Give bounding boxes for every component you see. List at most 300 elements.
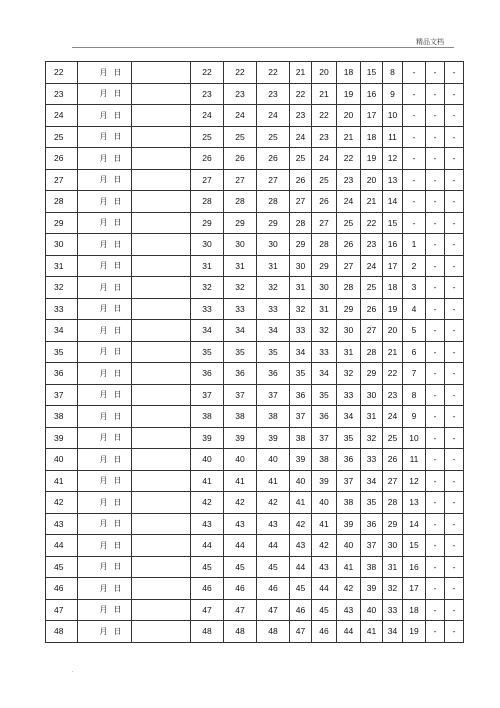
value-cell: 36	[337, 449, 361, 471]
value-cell: 37	[257, 384, 290, 406]
value-cell: 24	[191, 105, 224, 127]
value-cell: 42	[312, 535, 337, 557]
value-cell: 18	[361, 126, 383, 148]
value-cell: 20	[383, 320, 403, 342]
value-cell: 44	[191, 535, 224, 557]
value-cell: 46	[224, 578, 257, 600]
blank-cell	[132, 277, 191, 299]
day-label-cell: 日	[110, 599, 132, 621]
blank-cell	[132, 62, 191, 84]
value-cell: 33	[361, 449, 383, 471]
day-label-cell: 日	[110, 556, 132, 578]
value-cell: 22	[337, 148, 361, 170]
value-cell: -	[445, 105, 464, 127]
value-cell: 39	[337, 513, 361, 535]
value-cell: 32	[312, 320, 337, 342]
value-cell: -	[426, 556, 445, 578]
day-label-cell: 日	[110, 535, 132, 557]
row-number-cell: 44	[46, 535, 78, 557]
value-cell: -	[445, 62, 464, 84]
value-cell: -	[445, 384, 464, 406]
value-cell: 43	[224, 513, 257, 535]
value-cell: 34	[224, 320, 257, 342]
value-cell: 23	[383, 384, 403, 406]
page-header-label: 精品文档	[416, 38, 444, 46]
value-cell: 45	[290, 578, 312, 600]
value-cell: 22	[290, 83, 312, 105]
value-cell: 28	[257, 191, 290, 213]
value-cell: 22	[312, 105, 337, 127]
value-cell: 31	[383, 556, 403, 578]
value-cell: 30	[337, 320, 361, 342]
value-cell: 41	[224, 470, 257, 492]
day-label-cell: 日	[110, 513, 132, 535]
value-cell: 8	[383, 62, 403, 84]
table-row	[46, 470, 464, 492]
value-cell: 30	[312, 277, 337, 299]
value-cell: 26	[361, 298, 383, 320]
row-number-cell: 35	[46, 341, 78, 363]
month-label-cell: 月	[78, 234, 110, 256]
value-cell: 27	[337, 255, 361, 277]
blank-cell	[132, 191, 191, 213]
value-cell: 27	[383, 470, 403, 492]
value-cell: -	[445, 255, 464, 277]
value-cell: 46	[312, 621, 337, 643]
value-cell: 9	[403, 406, 426, 428]
value-cell: 40	[224, 449, 257, 471]
value-cell: -	[426, 83, 445, 105]
value-cell: 19	[337, 83, 361, 105]
value-cell: -	[445, 148, 464, 170]
month-label-cell: 月	[78, 341, 110, 363]
table-row	[46, 341, 464, 363]
day-label-cell: 日	[110, 148, 132, 170]
value-cell: 42	[337, 578, 361, 600]
value-cell: 17	[361, 105, 383, 127]
row-number-cell: 24	[46, 105, 78, 127]
value-cell: 42	[191, 492, 224, 514]
value-cell: 42	[257, 492, 290, 514]
row-number-cell: 23	[46, 83, 78, 105]
value-cell: 18	[403, 599, 426, 621]
day-label-cell: 日	[110, 363, 132, 385]
value-cell: 43	[290, 535, 312, 557]
value-cell: -	[445, 363, 464, 385]
row-number-cell: 39	[46, 427, 78, 449]
value-cell: 13	[383, 169, 403, 191]
value-cell: 16	[361, 83, 383, 105]
value-cell: -	[403, 169, 426, 191]
value-cell: 20	[312, 62, 337, 84]
value-cell: -	[445, 169, 464, 191]
value-cell: 31	[191, 255, 224, 277]
blank-cell	[132, 492, 191, 514]
value-cell: 36	[290, 384, 312, 406]
value-cell: 31	[337, 341, 361, 363]
value-cell: 35	[191, 341, 224, 363]
row-number-cell: 42	[46, 492, 78, 514]
value-cell: 16	[403, 556, 426, 578]
value-cell: 24	[224, 105, 257, 127]
value-cell: 35	[361, 492, 383, 514]
month-label-cell: 月	[78, 578, 110, 600]
month-label-cell: 月	[78, 105, 110, 127]
table-row	[46, 621, 464, 643]
value-cell: 30	[361, 384, 383, 406]
table-row	[46, 449, 464, 471]
value-cell: 26	[224, 148, 257, 170]
value-cell: 2	[403, 255, 426, 277]
value-cell: 36	[224, 363, 257, 385]
row-number-cell: 34	[46, 320, 78, 342]
value-cell: 41	[290, 492, 312, 514]
day-label-cell: 日	[110, 298, 132, 320]
blank-cell	[132, 384, 191, 406]
value-cell: 43	[312, 556, 337, 578]
value-cell: 26	[290, 169, 312, 191]
value-cell: 25	[290, 148, 312, 170]
value-cell: 7	[403, 363, 426, 385]
day-label-cell: 日	[110, 105, 132, 127]
value-cell: 43	[337, 599, 361, 621]
blank-cell	[132, 513, 191, 535]
value-cell: 32	[257, 277, 290, 299]
blank-cell	[132, 320, 191, 342]
value-cell: 28	[361, 341, 383, 363]
row-number-cell: 30	[46, 234, 78, 256]
value-cell: -	[426, 621, 445, 643]
value-cell: 44	[337, 621, 361, 643]
value-cell: 26	[312, 191, 337, 213]
day-label-cell: 日	[110, 255, 132, 277]
value-cell: 46	[191, 578, 224, 600]
day-label-cell: 日	[110, 449, 132, 471]
value-cell: -	[426, 234, 445, 256]
value-cell: 47	[257, 599, 290, 621]
value-cell: -	[426, 62, 445, 84]
row-number-cell: 32	[46, 277, 78, 299]
value-cell: -	[426, 406, 445, 428]
month-label-cell: 月	[78, 470, 110, 492]
value-cell: 41	[337, 556, 361, 578]
value-cell: 21	[361, 191, 383, 213]
value-cell: 21	[290, 62, 312, 84]
month-label-cell: 月	[78, 191, 110, 213]
day-label-cell: 日	[110, 62, 132, 84]
value-cell: 12	[403, 470, 426, 492]
value-cell: 39	[312, 470, 337, 492]
value-cell: 33	[312, 341, 337, 363]
table-row	[46, 212, 464, 234]
blank-cell	[132, 599, 191, 621]
value-cell: 22	[383, 363, 403, 385]
value-cell: 37	[337, 470, 361, 492]
value-cell: 6	[403, 341, 426, 363]
value-cell: 26	[337, 234, 361, 256]
value-cell: 42	[224, 492, 257, 514]
value-cell: -	[426, 470, 445, 492]
value-cell: -	[445, 341, 464, 363]
blank-cell	[132, 126, 191, 148]
value-cell: 33	[337, 384, 361, 406]
value-cell: -	[426, 578, 445, 600]
value-cell: 25	[224, 126, 257, 148]
day-label-cell: 日	[110, 126, 132, 148]
blank-cell	[132, 341, 191, 363]
value-cell: 44	[224, 535, 257, 557]
value-cell: 47	[224, 599, 257, 621]
blank-cell	[132, 427, 191, 449]
value-cell: -	[445, 126, 464, 148]
value-cell: 25	[361, 277, 383, 299]
table-row	[46, 599, 464, 621]
value-cell: 20	[337, 105, 361, 127]
row-number-cell: 46	[46, 578, 78, 600]
day-label-cell: 日	[110, 621, 132, 643]
day-label-cell: 日	[110, 492, 132, 514]
value-cell: 21	[383, 341, 403, 363]
month-label-cell: 月	[78, 363, 110, 385]
month-label-cell: 月	[78, 556, 110, 578]
value-cell: 17	[383, 255, 403, 277]
value-cell: 32	[224, 277, 257, 299]
blank-cell	[132, 535, 191, 557]
blank-cell	[132, 212, 191, 234]
value-cell: 45	[191, 556, 224, 578]
value-cell: 33	[383, 599, 403, 621]
value-cell: 39	[224, 427, 257, 449]
value-cell: 27	[290, 191, 312, 213]
value-cell: 23	[361, 234, 383, 256]
value-cell: 29	[290, 234, 312, 256]
row-number-cell: 31	[46, 255, 78, 277]
value-cell: 35	[337, 427, 361, 449]
value-cell: 30	[191, 234, 224, 256]
value-cell: 3	[403, 277, 426, 299]
table-row	[46, 255, 464, 277]
day-label-cell: 日	[110, 234, 132, 256]
value-cell: 45	[312, 599, 337, 621]
value-cell: -	[403, 83, 426, 105]
value-cell: 36	[361, 513, 383, 535]
value-cell: -	[426, 169, 445, 191]
month-label-cell: 月	[78, 406, 110, 428]
value-cell: 31	[257, 255, 290, 277]
value-cell: 37	[290, 406, 312, 428]
value-cell: 30	[257, 234, 290, 256]
blank-cell	[132, 470, 191, 492]
value-cell: 28	[290, 212, 312, 234]
value-cell: 34	[257, 320, 290, 342]
value-cell: -	[445, 234, 464, 256]
value-cell: -	[426, 427, 445, 449]
value-cell: 24	[383, 406, 403, 428]
value-cell: -	[426, 105, 445, 127]
table-row	[46, 191, 464, 213]
value-cell: 27	[312, 212, 337, 234]
value-cell: -	[445, 427, 464, 449]
value-cell: 37	[191, 384, 224, 406]
value-cell: 22	[361, 212, 383, 234]
value-cell: 41	[312, 513, 337, 535]
value-cell: -	[445, 212, 464, 234]
value-cell: 35	[312, 384, 337, 406]
table-row	[46, 513, 464, 535]
value-cell: 23	[312, 126, 337, 148]
day-label-cell: 日	[110, 191, 132, 213]
value-cell: 34	[383, 621, 403, 643]
row-number-cell: 45	[46, 556, 78, 578]
day-label-cell: 日	[110, 212, 132, 234]
value-cell: 11	[403, 449, 426, 471]
value-cell: 32	[290, 298, 312, 320]
data-table	[45, 61, 464, 643]
value-cell: 40	[337, 535, 361, 557]
value-cell: 25	[383, 427, 403, 449]
day-label-cell: 日	[110, 470, 132, 492]
value-cell: 24	[290, 126, 312, 148]
value-cell: 24	[337, 191, 361, 213]
value-cell: 27	[224, 169, 257, 191]
value-cell: 35	[257, 341, 290, 363]
value-cell: 35	[290, 363, 312, 385]
value-cell: 27	[361, 320, 383, 342]
value-cell: -	[403, 62, 426, 84]
value-cell: 20	[361, 169, 383, 191]
table-row	[46, 363, 464, 385]
value-cell: 29	[312, 255, 337, 277]
value-cell: -	[426, 148, 445, 170]
month-label-cell: 月	[78, 449, 110, 471]
row-number-cell: 25	[46, 126, 78, 148]
value-cell: -	[445, 535, 464, 557]
value-cell: 8	[403, 384, 426, 406]
value-cell: 43	[191, 513, 224, 535]
value-cell: 10	[383, 105, 403, 127]
value-cell: 10	[403, 427, 426, 449]
value-cell: 39	[290, 449, 312, 471]
table-row	[46, 578, 464, 600]
value-cell: 35	[224, 341, 257, 363]
value-cell: 25	[337, 212, 361, 234]
value-cell: 46	[257, 578, 290, 600]
value-cell: 19	[361, 148, 383, 170]
value-cell: 25	[191, 126, 224, 148]
value-cell: 25	[312, 169, 337, 191]
blank-cell	[132, 406, 191, 428]
value-cell: 23	[257, 83, 290, 105]
month-label-cell: 月	[78, 255, 110, 277]
value-cell: 22	[257, 62, 290, 84]
footer-mark: .	[72, 668, 74, 674]
value-cell: -	[426, 492, 445, 514]
row-number-cell: 37	[46, 384, 78, 406]
value-cell: 15	[361, 62, 383, 84]
value-cell: 29	[257, 212, 290, 234]
value-cell: 34	[337, 406, 361, 428]
value-cell: 28	[224, 191, 257, 213]
value-cell: 36	[191, 363, 224, 385]
table-row	[46, 298, 464, 320]
value-cell: 30	[383, 535, 403, 557]
blank-cell	[132, 255, 191, 277]
value-cell: 16	[383, 234, 403, 256]
value-cell: -	[426, 298, 445, 320]
value-cell: 21	[312, 83, 337, 105]
row-number-cell: 26	[46, 148, 78, 170]
month-label-cell: 月	[78, 298, 110, 320]
value-cell: 38	[290, 427, 312, 449]
value-cell: 31	[290, 277, 312, 299]
row-number-cell: 48	[46, 621, 78, 643]
value-cell: 27	[191, 169, 224, 191]
value-cell: -	[403, 126, 426, 148]
row-number-cell: 29	[46, 212, 78, 234]
value-cell: -	[445, 599, 464, 621]
value-cell: 48	[191, 621, 224, 643]
month-label-cell: 月	[78, 169, 110, 191]
value-cell: 40	[312, 492, 337, 514]
row-number-cell: 40	[46, 449, 78, 471]
value-cell: 37	[224, 384, 257, 406]
value-cell: -	[403, 191, 426, 213]
value-cell: 24	[257, 105, 290, 127]
value-cell: 28	[312, 234, 337, 256]
blank-cell	[132, 449, 191, 471]
table-row	[46, 62, 464, 84]
value-cell: 5	[403, 320, 426, 342]
value-cell: 42	[290, 513, 312, 535]
row-number-cell: 22	[46, 62, 78, 84]
row-number-cell: 47	[46, 599, 78, 621]
value-cell: -	[445, 578, 464, 600]
row-number-cell: 38	[46, 406, 78, 428]
table-row	[46, 492, 464, 514]
value-cell: 30	[224, 234, 257, 256]
day-label-cell: 日	[110, 427, 132, 449]
table-body	[46, 62, 464, 643]
value-cell: -	[445, 449, 464, 471]
value-cell: 29	[337, 298, 361, 320]
table-row	[46, 148, 464, 170]
day-label-cell: 日	[110, 83, 132, 105]
value-cell: 32	[361, 427, 383, 449]
value-cell: 43	[257, 513, 290, 535]
table-row	[46, 234, 464, 256]
value-cell: 26	[191, 148, 224, 170]
month-label-cell: 月	[78, 621, 110, 643]
table-row	[46, 83, 464, 105]
value-cell: 38	[257, 406, 290, 428]
value-cell: -	[426, 191, 445, 213]
value-cell: -	[426, 341, 445, 363]
day-label-cell: 日	[110, 320, 132, 342]
day-label-cell: 日	[110, 384, 132, 406]
value-cell: 25	[257, 126, 290, 148]
blank-cell	[132, 148, 191, 170]
value-cell: 37	[361, 535, 383, 557]
month-label-cell: 月	[78, 212, 110, 234]
value-cell: 46	[290, 599, 312, 621]
value-cell: 14	[383, 191, 403, 213]
value-cell: -	[426, 320, 445, 342]
value-cell: -	[445, 621, 464, 643]
month-label-cell: 月	[78, 535, 110, 557]
value-cell: 29	[383, 513, 403, 535]
day-label-cell: 日	[110, 406, 132, 428]
value-cell: 39	[191, 427, 224, 449]
